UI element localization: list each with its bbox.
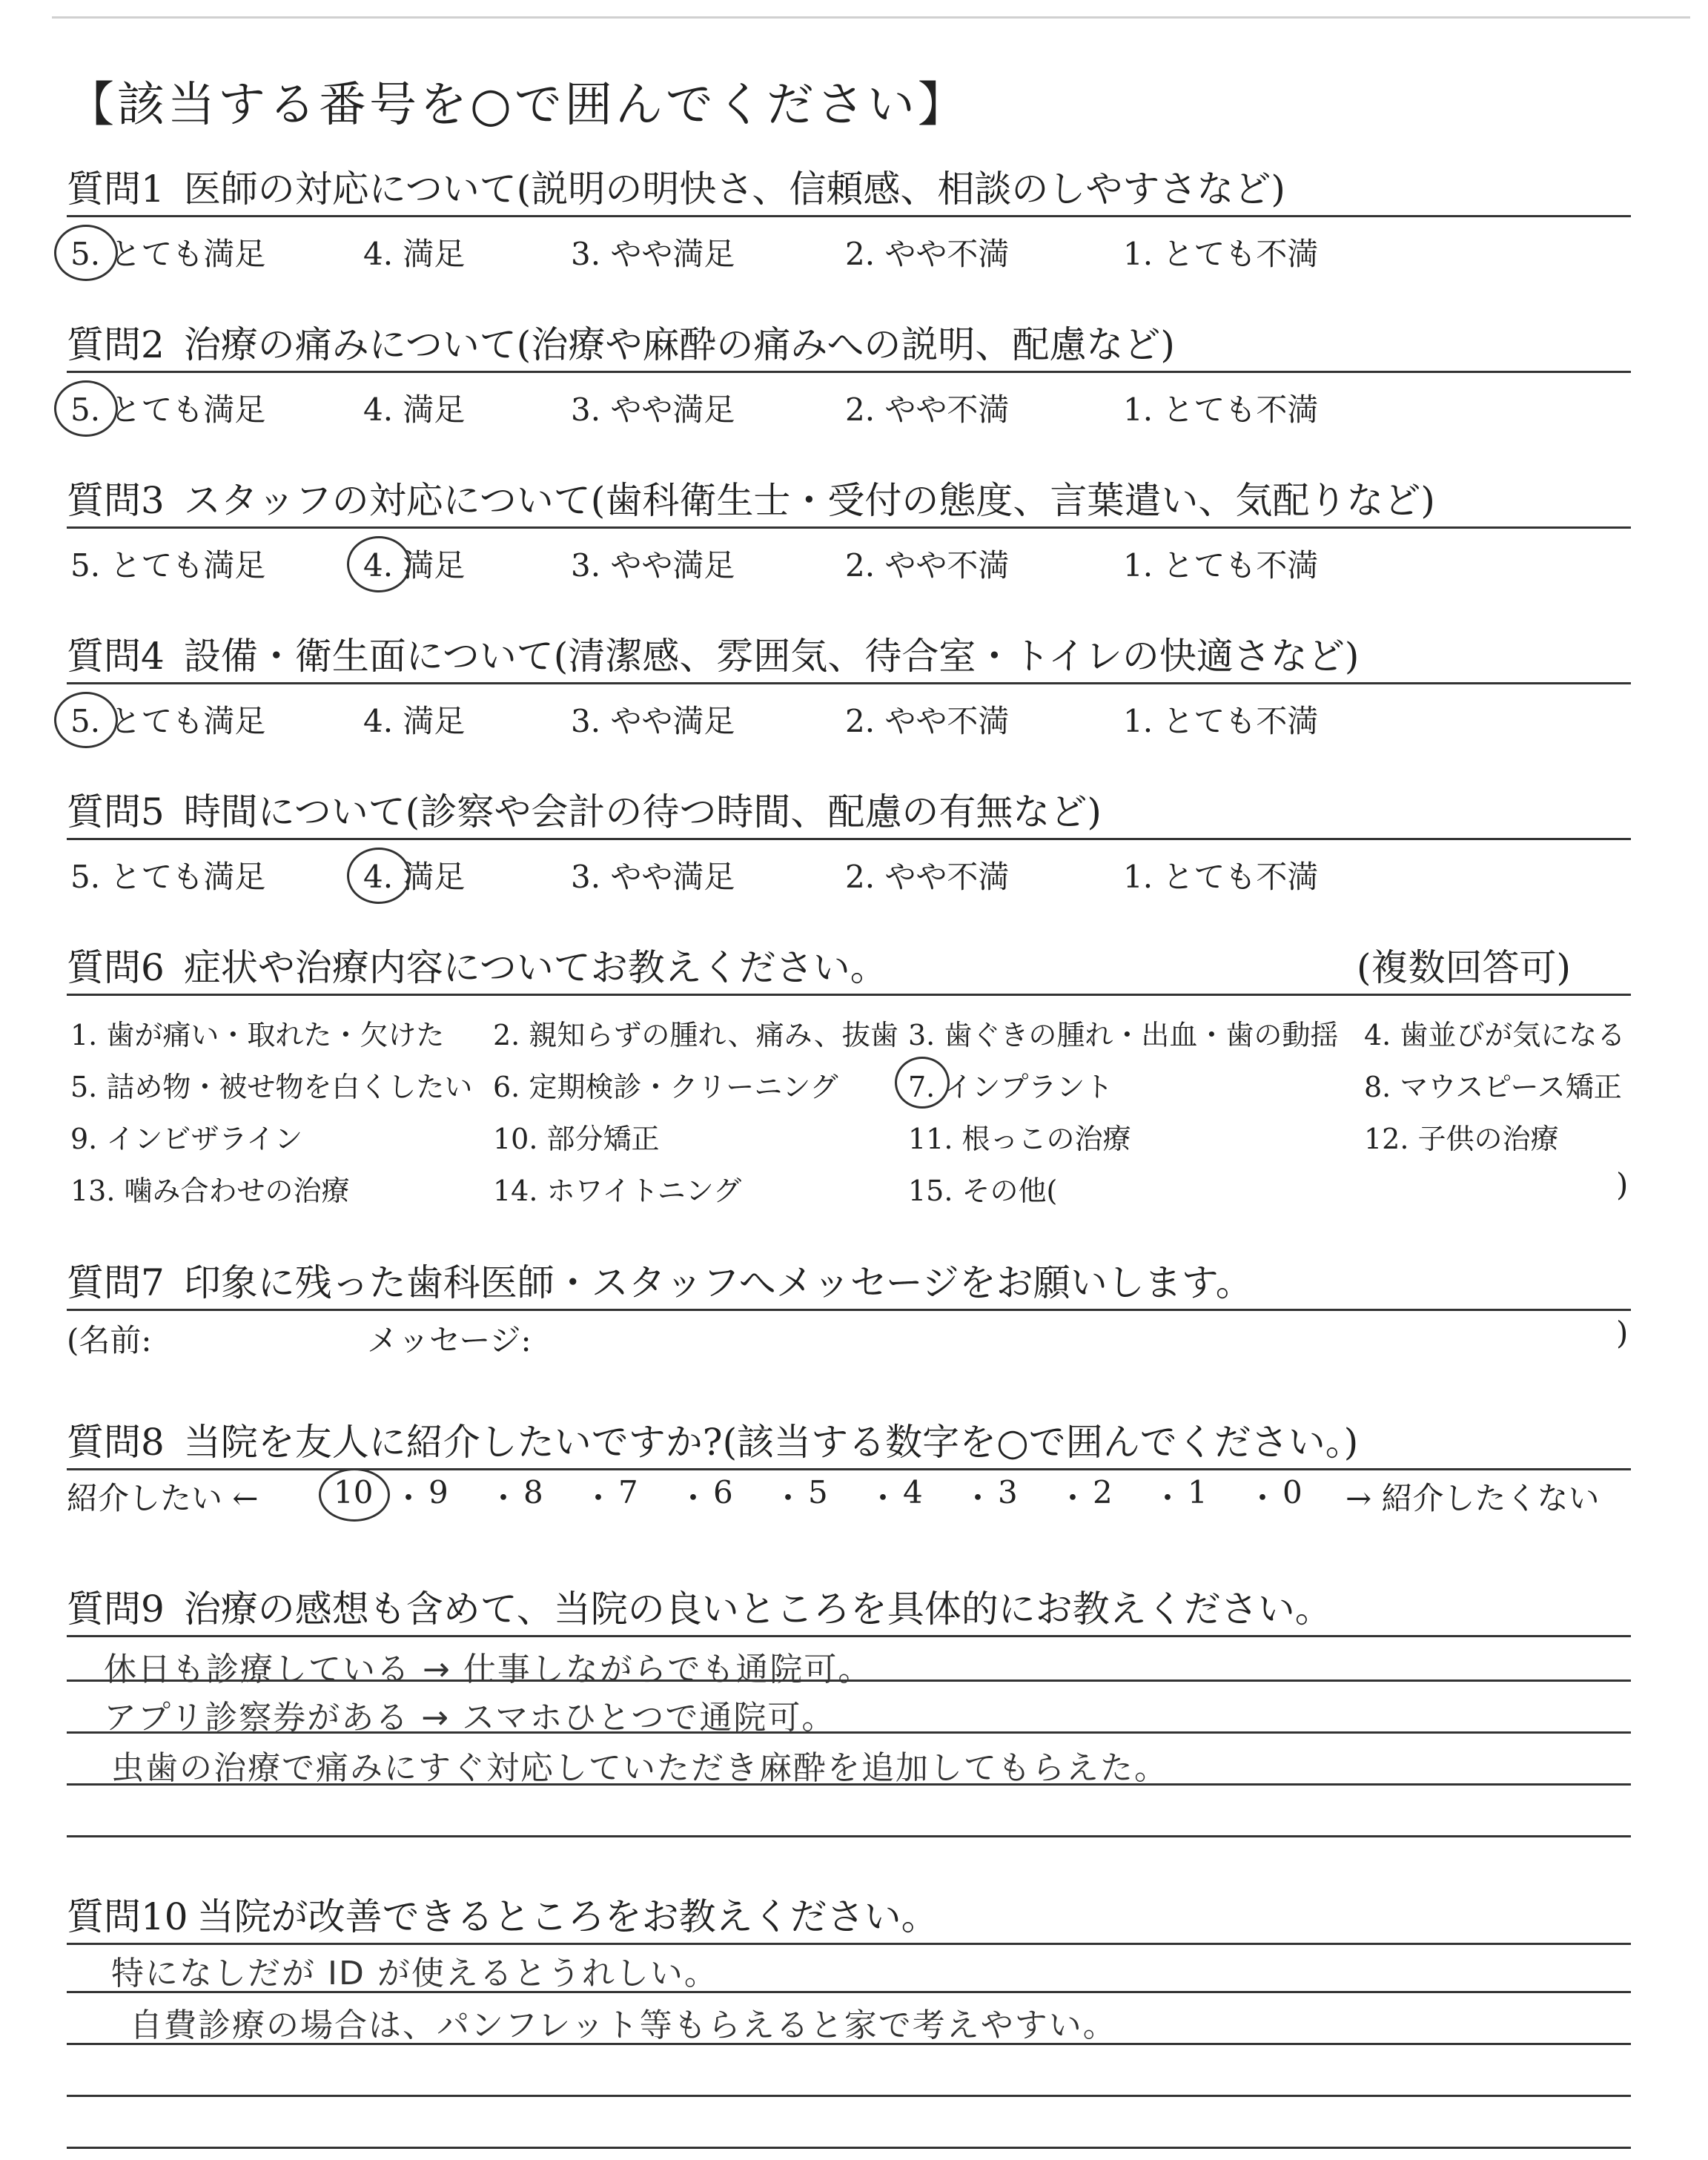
multiple-answers-note: (複数回答可) <box>1357 946 1572 989</box>
question-label: 質問9 <box>67 1588 165 1631</box>
treatment-option[interactable]: 5. 詰め物・被せ物を白くしたい <box>70 1071 473 1103</box>
question-5-title <box>67 782 1102 836</box>
rating-option-2[interactable]: 2. やや不満 <box>845 703 1010 739</box>
recommend-number-8[interactable]: 8 <box>523 1474 543 1510</box>
question-6-rule <box>67 994 1631 996</box>
treatment-option[interactable]: 9. インビザライン <box>70 1123 303 1155</box>
question-1-title <box>67 159 1285 213</box>
treatment-option[interactable]: 11. 根っこの治療 <box>908 1123 1131 1155</box>
recommend-left-label: 紹介したい ← <box>67 1480 259 1516</box>
rating-option-1[interactable]: 1. とても不満 <box>1123 547 1319 584</box>
instruction-header: 【該当する番号を○で囲んでください】 <box>67 78 968 133</box>
rating-option-1[interactable]: 1. とても不満 <box>1123 236 1319 272</box>
question-10-title <box>67 1887 939 1941</box>
treatment-option[interactable]: 1. 歯が痛い・取れた・欠けた <box>70 1019 445 1051</box>
separator-dot: ・ <box>1247 1480 1279 1516</box>
recommend-number-0[interactable]: 0 <box>1282 1474 1302 1510</box>
recommend-number-5[interactable]: 5 <box>808 1474 828 1510</box>
other-close-paren: ) <box>1616 1166 1629 1203</box>
rating-option-4[interactable]: 4. 満足 <box>363 236 466 272</box>
recommend-number-6[interactable]: 6 <box>713 1474 733 1510</box>
rating-option-3[interactable]: 3. やや満足 <box>571 392 735 428</box>
handwritten-answer: 虫歯の治療で痛みにすぐ対応していただき麻酔を追加してもらえた。 <box>111 1749 1168 1787</box>
treatment-option[interactable]: 3. 歯ぐきの腫れ・出血・歯の動揺 <box>908 1019 1339 1051</box>
treatment-option[interactable]: 14. ホワイトニング <box>493 1175 742 1207</box>
question-label: 質問10 <box>67 1895 188 1938</box>
rating-option-5[interactable]: 5. とても満足 <box>70 859 266 895</box>
rating-option-1[interactable]: 1. とても不満 <box>1123 392 1319 428</box>
rating-option-5[interactable]: 5. とても満足 <box>70 703 266 739</box>
answer-line <box>67 2095 1631 2097</box>
selected-recommend-circle <box>319 1468 390 1522</box>
treatment-option[interactable]: 4. 歯並びが気になる <box>1364 1019 1626 1051</box>
question-4-rule <box>67 682 1631 684</box>
selected-option-circle <box>347 848 411 904</box>
question-text: 医師の対応について(説明の明快さ、信頼感、相談のしやすさなど) <box>183 168 1285 211</box>
rating-option-3[interactable]: 3. やや満足 <box>571 859 735 895</box>
question-3-rule <box>67 526 1631 529</box>
recommend-number-4[interactable]: 4 <box>903 1474 923 1510</box>
question-text: 時間について(診察や会計の待つ時間、配慮の有無など) <box>183 790 1102 833</box>
question-text: 症状や治療内容についてお教えください。 <box>183 946 887 989</box>
question-label: 質問5 <box>67 790 165 833</box>
treatment-option[interactable]: 7. インプラント <box>908 1071 1113 1103</box>
message-field-label[interactable]: メッセージ: <box>367 1322 532 1358</box>
question-text: 治療の痛みについて(治療や麻酔の痛みへの説明、配慮など) <box>183 323 1175 366</box>
recommend-right-label: → 紹介したくない <box>1345 1480 1600 1516</box>
question-3-title <box>67 471 1435 524</box>
treatment-option[interactable]: 15. その他( <box>908 1175 1058 1207</box>
rating-option-3[interactable]: 3. やや満足 <box>571 703 735 739</box>
handwritten-answer: 休日も診療している → 仕事しながらでも通院可。 <box>104 1651 873 1688</box>
treatment-option[interactable]: 8. マウスピース矯正 <box>1364 1071 1622 1103</box>
rating-option-5[interactable]: 5. とても満足 <box>70 547 266 584</box>
rating-option-4[interactable]: 4. 満足 <box>363 547 466 584</box>
question-8-rule <box>67 1468 1631 1470</box>
separator-dot: ・ <box>1057 1480 1089 1516</box>
rating-option-4[interactable]: 4. 満足 <box>363 392 466 428</box>
rating-option-5[interactable]: 5. とても満足 <box>70 392 266 428</box>
separator-dot: ・ <box>962 1480 994 1516</box>
separator-dot: ・ <box>772 1480 804 1516</box>
question-label: 質問6 <box>67 946 165 989</box>
rating-option-4[interactable]: 4. 満足 <box>363 859 466 895</box>
question-text: 設備・衛生面について(清潔感、雰囲気、待合室・トイレの快適さなど) <box>183 635 1360 678</box>
separator-dot: ・ <box>583 1480 615 1516</box>
selected-treatment-circle <box>895 1057 950 1109</box>
treatment-option[interactable]: 12. 子供の治療 <box>1364 1123 1559 1155</box>
rating-option-2[interactable]: 2. やや不満 <box>845 859 1010 895</box>
question-9-title <box>67 1579 1332 1633</box>
question-text: 当院が改善できるところをお教えください。 <box>196 1895 939 1938</box>
recommend-number-10[interactable]: 10 <box>334 1474 374 1510</box>
rating-option-1[interactable]: 1. とても不満 <box>1123 703 1319 739</box>
selected-option-circle <box>54 692 118 748</box>
question-4-title <box>67 627 1359 680</box>
question-label: 質問2 <box>67 323 165 366</box>
rating-option-3[interactable]: 3. やや満足 <box>571 236 735 272</box>
question-text: 治療の感想も含めて、当院の良いところを具体的にお教えください。 <box>183 1588 1332 1631</box>
recommend-number-2[interactable]: 2 <box>1093 1474 1113 1510</box>
question-5-rule <box>67 838 1631 840</box>
answer-line <box>67 1835 1631 1837</box>
rating-option-4[interactable]: 4. 満足 <box>363 703 466 739</box>
question-7-rule <box>67 1309 1631 1311</box>
question-label: 質問1 <box>67 168 165 211</box>
question-label: 質問8 <box>67 1421 165 1464</box>
separator-dot: ・ <box>1152 1480 1184 1516</box>
separator-dot: ・ <box>678 1480 709 1516</box>
question-2-rule <box>67 371 1631 373</box>
recommend-number-1[interactable]: 1 <box>1188 1474 1208 1510</box>
question-1-rule <box>67 215 1631 217</box>
treatment-option[interactable]: 10. 部分矯正 <box>493 1123 660 1155</box>
selected-option-circle <box>54 225 118 281</box>
answer-line <box>67 1943 1631 1945</box>
selected-option-circle <box>54 380 118 437</box>
handwritten-answer: アプリ診察券がある → スマホひとつで通院可。 <box>104 1699 836 1737</box>
recommend-number-3[interactable]: 3 <box>998 1474 1018 1510</box>
rating-option-2[interactable]: 2. やや不満 <box>845 547 1010 584</box>
handwritten-answer: 特になしだが ID が使えるとうれしい。 <box>111 1955 718 1992</box>
question-6-title <box>67 938 887 991</box>
question-label: 質問7 <box>67 1261 165 1304</box>
question-8-title <box>67 1413 1358 1466</box>
recommend-number-7[interactable]: 7 <box>618 1474 638 1510</box>
question-text: スタッフの対応について(歯科衛生士・受付の態度、言葉遣い、気配りなど) <box>183 479 1435 522</box>
question-2-title <box>67 315 1175 369</box>
message-close-paren: ) <box>1616 1315 1629 1351</box>
answer-line <box>67 2147 1631 2149</box>
question-7-title <box>67 1253 1253 1307</box>
rating-option-2[interactable]: 2. やや不満 <box>845 392 1010 428</box>
question-text: 当院を友人に紹介したいですか?(該当する数字を○で囲んでください。) <box>183 1421 1359 1464</box>
treatment-option[interactable]: 13. 噛み合わせの治療 <box>70 1175 350 1207</box>
answer-line <box>67 1635 1631 1637</box>
treatment-option[interactable]: 6. 定期検診・クリーニング <box>493 1071 838 1103</box>
recommend-number-9[interactable]: 9 <box>428 1474 448 1510</box>
treatment-option[interactable]: 2. 親知らずの腫れ、痛み、抜歯 <box>493 1019 898 1051</box>
separator-dot: ・ <box>867 1480 899 1516</box>
question-label: 質問3 <box>67 479 165 522</box>
separator-dot: ・ <box>393 1480 425 1516</box>
top-border <box>52 16 1690 19</box>
selected-option-circle <box>347 536 411 592</box>
name-field-label[interactable]: (名前: <box>67 1322 152 1358</box>
question-label: 質問4 <box>67 635 165 678</box>
rating-option-3[interactable]: 3. やや満足 <box>571 547 735 584</box>
handwritten-answer: 自費診療の場合は、パンフレット等もらえると家で考えやすい。 <box>130 2007 1117 2044</box>
rating-option-5[interactable]: 5. とても満足 <box>70 236 266 272</box>
question-text: 印象に残った歯科医師・スタッフへメッセージをお願いします。 <box>183 1261 1253 1304</box>
separator-dot: ・ <box>488 1480 520 1516</box>
rating-option-1[interactable]: 1. とても不満 <box>1123 859 1319 895</box>
rating-option-2[interactable]: 2. やや不満 <box>845 236 1010 272</box>
